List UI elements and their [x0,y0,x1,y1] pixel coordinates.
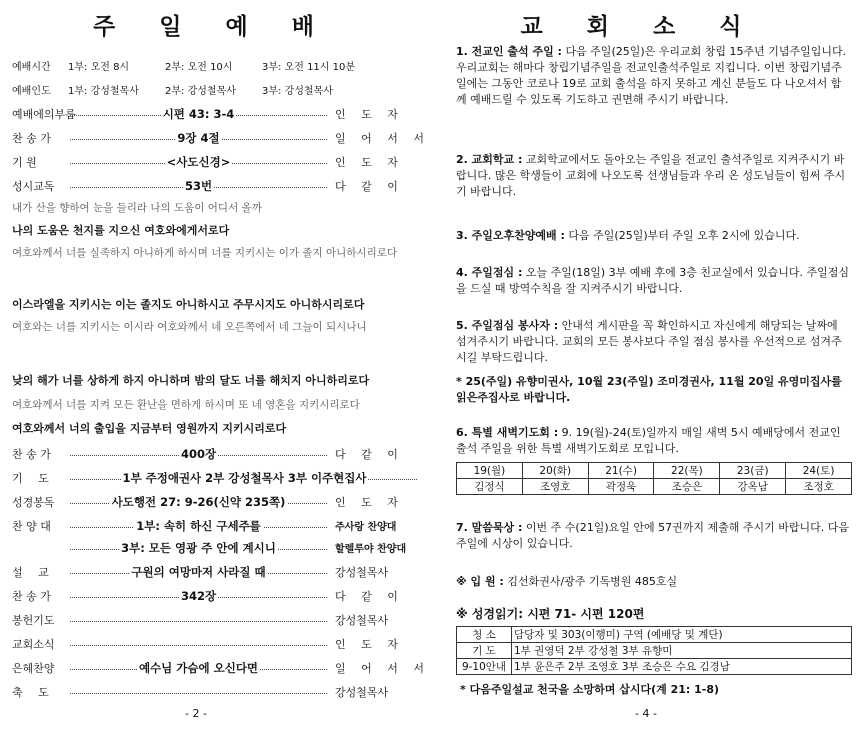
day-cell: 19(월) [457,463,523,479]
schedule-time-label: 예배시간 [12,62,51,73]
order-row [12,178,417,196]
notice-heading: 5. 주일점심 봉사자 : [456,319,559,332]
duty-value: 1부 권영덕 2부 강성철 3부 유향미 [512,643,852,659]
order-content: 53번 [184,179,213,193]
order-content: 시편 43: 3-4 [162,107,235,121]
order-role: 일 어 서 서 [335,132,430,145]
name-cell: 김정식 [457,479,523,495]
responsive-verse: 낮의 해가 너를 상하게 하지 아니하며 밤의 달도 너를 해치지 아니하리로다 [12,374,370,387]
order-content: 400장 [180,447,217,461]
order-row [12,106,417,124]
schedule-time-3: 3부: 오전 11시 10분 [262,62,356,73]
schedule-lead-label: 예배인도 [12,86,51,97]
notice-body: 교회학교에서도 돌아오는 주일을 전교인 출석주일로 지켜주시기 바랍니다. 많은 학생들이 교회에 나오도록 선생님들과 우리 온 성도님들이 힘써 주시기 바랍니다. [456,153,846,198]
day-cell: 22(목) [654,463,720,479]
day-cell: 20(화) [522,463,588,479]
notice-heading: 3. 주일오후찬양예배 : [456,229,565,242]
name-cell: 곽정욱 [588,479,654,495]
order-role: 다 같 이 [335,180,404,193]
order-role: 인 도 자 [335,496,404,509]
order-role: 강성철목사 [335,686,389,699]
order-content: 구원의 여망마저 사라질 때 [131,565,266,579]
order-label: 예배에의부름 [12,108,76,121]
order-role: 인 도 자 [335,108,404,121]
notice-body: 다음 주일(25일)은 우리교회 창립 15주년 기념주일입니다. 우리교회는 해마다 창립기념주일을 전교인출석주일로 지킵니다. 이번 창립기념주일에는 그동안 코로나 19로 교회 출석을 하지 못하고 계신 분들도 다 나오셔서 함께 예배드릴 수 있도록 기도하고 권면해 주시기 바랍니다. [456,45,847,106]
order-content: 342장 [180,589,217,603]
responsive-verse: 나의 도움은 천지를 지으신 여호와에게서로다 [12,224,230,237]
order-label: 찬 송 가 [12,132,51,145]
day-cell: 24(토) [786,463,852,479]
notice-heading: 6. 특별 새벽기도회 : [456,426,559,439]
order-label: 교회소식 [12,638,55,651]
schedule-time-2: 2부: 오전 10시 [165,62,233,73]
notice-7 [456,520,851,552]
right-page [440,0,860,731]
schedule-lead-2: 2부: 강성철목사 [165,86,236,97]
name-cell: 조영호 [522,479,588,495]
order-role: 다 같 이 [335,590,404,603]
order-content: 예수님 가슴에 오신다면 [138,661,259,675]
duty-label: 기 도 [457,643,512,659]
notice-body: 다음 주일(25일)부터 주일 오후 2시에 있습니다. [568,229,800,242]
order-row [12,446,417,464]
order-label: 찬 송 가 [12,590,51,603]
worship-title: 주 일 예 배 [93,13,332,40]
schedule-time-1: 1부: 오전 8시 [68,62,130,73]
order-content: 사도행전 27: 9-26(신약 235쪽) [111,495,286,509]
notice-heading: ※ 입 원 : [456,575,504,588]
order-role: 일 어 서 서 [335,662,430,675]
order-label: 은혜찬양 [12,662,55,675]
notice-heading: 7. 말씀묵상 : [456,521,523,534]
notice-6 [456,425,851,457]
order-content: 1부 주정애권사 2부 강성철목사 3부 이주현집사 [122,471,367,485]
notice-body: 9. 19(월)-24(토)일까지 매일 새벽 5시 예배당에서 전교인 출석 주일을 위한 특별 새벽기도회로 모입니다. [456,426,841,455]
news-title: 교 회 소 식 [520,13,760,40]
day-cell: 23(금) [720,463,786,479]
order-label: 기 원 [12,156,37,169]
duty-table [456,626,852,675]
notice-3 [456,228,851,244]
hospital-notice [456,574,851,590]
order-row [12,494,417,512]
name-cell: 조승은 [654,479,720,495]
order-role: 할렐루야 찬양대 [335,544,407,555]
responsive-verse: 여호와께서 너의 출입을 지금부터 영원까지 지키시리로다 [12,422,287,435]
responsive-verse: 이스라엘을 지키시는 이는 졸지도 아니하시고 주무시지도 아니하시리로다 [12,298,365,311]
order-row [12,470,417,488]
name-cell: 조정호 [786,479,852,495]
next-sermon: * 다음주일설교 천국을 소망하며 삽시다(계 21: 1-8) [460,683,720,696]
order-row [12,540,417,558]
order-label: 찬 송 가 [12,448,51,461]
volunteer-note: * 25(주일) 유향미권사, 10월 23(주일) 조미경권사, 11월 20일 유영미집사를 읽은주집사로 바랍니다. [456,375,842,404]
notice-2 [456,152,851,200]
order-label: 축 도 [12,686,55,699]
schedule-lead-1: 1부: 강성철목사 [68,86,139,97]
order-label: 찬 양 대 [12,520,51,533]
order-role: 다 같 이 [335,448,404,461]
notice-body: 이번 주 수(21일)요일 안에 57권까지 제출해 주시기 바랍니다. 다음 주일에 시상이 있습니다. [456,521,849,550]
responsive-verse: 여호와는 너를 지키시는 이시라 여호와께서 네 오른쪽에서 네 그늘이 되시나니 [12,321,367,333]
page-number: - 2 - [185,707,207,720]
order-row [12,564,417,582]
responsive-verse: 내가 산을 향하여 눈을 들리라 나의 도움이 어디서 올까 [12,202,262,214]
notice-1 [456,44,851,108]
page-number: - 4 - [635,707,657,720]
order-role: 주사랑 찬양대 [335,522,397,533]
order-role: 강성철목사 [335,566,389,579]
duty-label: 청 소 [457,627,512,643]
order-content: <사도신경> [166,155,231,169]
order-content: 1부: 속히 하신 구세주를 [136,519,261,533]
bible-reading: ※ 성경읽기: 시편 71- 시편 120편 [456,607,645,621]
order-row [12,660,430,678]
responsive-verse: 여호와께서 너를 실족하지 아니하게 하시며 너를 지키시는 이가 졸지 아니하시리로다 [12,247,398,259]
order-row [12,588,417,606]
order-label: 성경봉독 [12,496,55,509]
order-role: 인 도 자 [335,156,404,169]
order-label: 봉헌기도 [12,614,55,627]
notice-body: 안내석 게시판을 꼭 확인하시고 자신에게 해당되는 날짜에 섬겨주시기 바랍니다. 교회의 모든 봉사보다 주일 점심 봉사를 우선적으로 섬겨주시길 부탁드립니다. [456,319,842,364]
order-label: 기 도 [12,472,55,485]
order-row [12,154,417,172]
order-row [12,636,417,654]
duty-label: 9-10안내 [457,659,512,675]
order-content: 3부: 모든 영광 주 안에 계시니 [121,541,276,555]
notice-heading: 2. 교회학교 : [456,153,523,166]
schedule-lead-3: 3부: 강성철목사 [262,86,333,97]
duty-value: 담당자 및 303(이행미) 구역 (예배당 및 계단) [512,627,852,643]
duty-value: 1부 윤은주 2부 조영호 3부 조승은 수요 김경남 [512,659,852,675]
order-content: 9장 4절 [177,131,220,145]
notice-4 [456,265,851,297]
order-row [12,684,417,702]
notice-body: 김선화권사/광주 기독병원 485호실 [507,575,678,588]
day-cell: 21(수) [588,463,654,479]
order-role: 인 도 자 [335,638,404,651]
notice-heading: 1. 전교인 출석 주일 : [456,45,562,58]
name-cell: 강옥남 [720,479,786,495]
order-label: 설 교 [12,566,55,579]
dawn-prayer-table [456,462,852,495]
order-role: 강성철목사 [335,614,389,627]
responsive-verse: 여호와께서 너를 지켜 모든 환난을 면하게 하시며 또 네 영혼을 지키시리로다 [12,399,360,411]
notice-heading: 4. 주일점심 : [456,266,523,279]
order-row [12,130,430,148]
order-row [12,518,417,536]
notice-5 [456,318,851,366]
order-row [12,612,417,630]
notice-body: 오늘 주일(18일) 3부 예배 후에 3층 친교실에서 있습니다. 주일점심을 드실 때 방역수칙을 잘 지켜주시기 바랍니다. [456,266,849,295]
order-label: 성시교독 [12,180,55,193]
